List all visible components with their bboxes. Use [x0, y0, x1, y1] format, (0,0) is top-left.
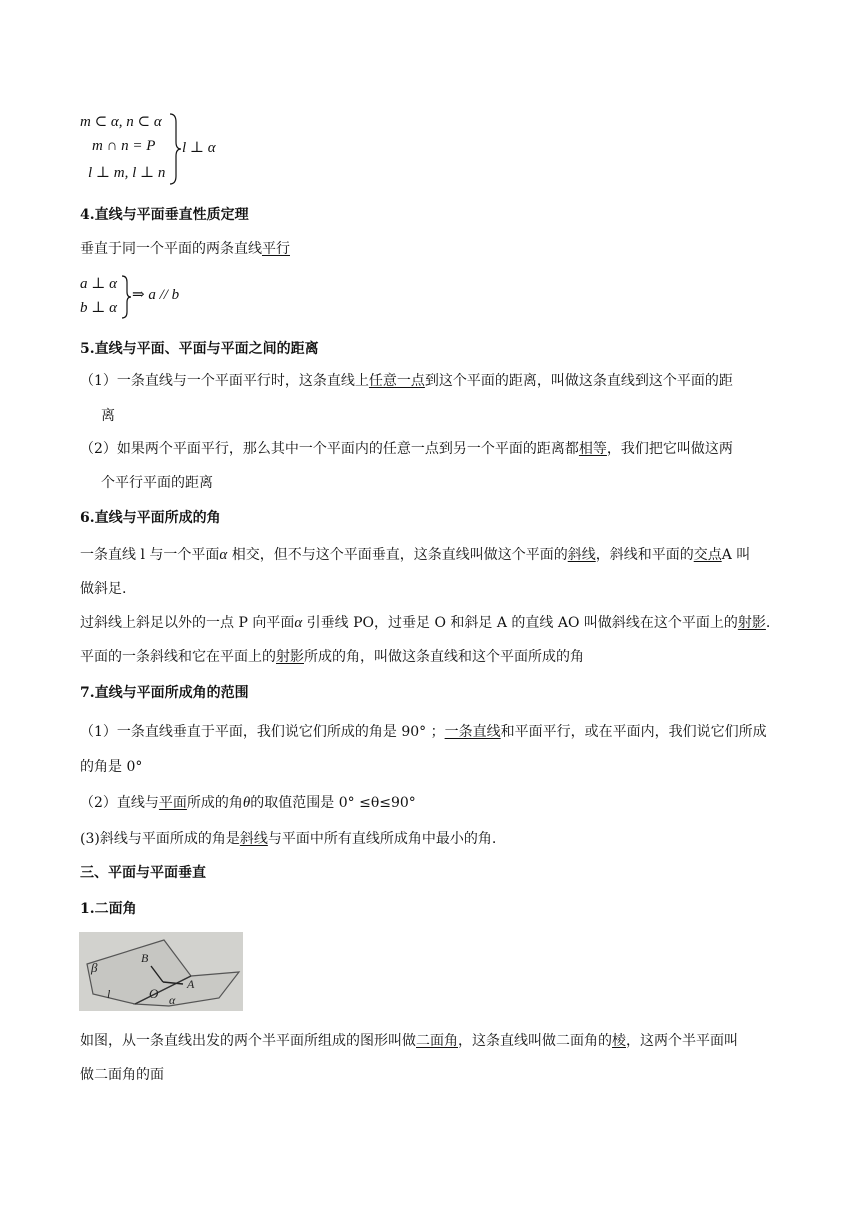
section-7-paragraph-1: （1）一条直线垂直于平面，我们说它们所成的角是 90° ；一条直线和平面平行，或在平面内，我们说它们所成	[80, 724, 767, 740]
figure-label-beta: β	[91, 960, 98, 975]
s4-condition-line-1: a ⊥ α	[80, 276, 117, 292]
condition-line-1: m ⊂ α, n ⊂ α	[80, 114, 162, 130]
part-3-heading: 三、平面与平面垂直	[80, 865, 206, 881]
s4-condition-result: ⇒ a // b	[132, 287, 180, 303]
section-5-paragraph-2-cont: 个平行平面的距离	[101, 475, 213, 491]
section-6-paragraph-2: 过斜线上斜足以外的一点 P 向平面α 引垂线 PO，过垂足 O 和斜足 A 的直线 AO 叫做斜线在这个平面上的射影.	[80, 615, 771, 631]
section-6-paragraph-1: 一条直线 l 与一个平面α 相交，但不与这个平面垂直，这条直线叫做这个平面的斜线，斜线和平面的交点A 叫	[80, 547, 751, 563]
s4-condition-line-2: b ⊥ α	[80, 300, 117, 316]
section-6-paragraph-3: 平面的一条斜线和它在平面上的射影所成的角，叫做这条直线和这个平面所成的角	[80, 649, 584, 665]
figure-label-o: O	[149, 986, 159, 1001]
section-7-paragraph-3: (3)斜线与平面所成的角是斜线与平面中所有直线所成角中最小的角.	[80, 831, 497, 847]
section-5-paragraph-2: （2）如果两个平面平行，那么其中一个平面内的任意一点到另一个平面的距离都相等，我们把它叫做这两	[80, 441, 733, 457]
condition-line-3: l ⊥ m, l ⊥ n	[88, 165, 166, 181]
section-5-paragraph-1-cont: 离	[101, 408, 115, 424]
subsection-1-paragraph-cont: 做二面角的面	[80, 1067, 164, 1083]
condition-line-2: m ∩ n = P	[92, 138, 156, 154]
figure-label-alpha: α	[169, 993, 176, 1007]
dihedral-angle-figure	[79, 932, 243, 1011]
section-6-heading: 6.直线与平面所成的角	[80, 510, 221, 526]
condition-result: l ⊥ α	[182, 140, 216, 156]
dihedral-angle-diagram	[79, 932, 243, 1011]
figure-label-b: B	[141, 951, 149, 965]
section-4-text: 垂直于同一个平面的两条直线平行	[80, 241, 290, 257]
section-7-paragraph-2: （2）直线与平面所成的角θ的取值范围是 0° ≤θ≤90°	[80, 795, 416, 811]
subsection-1-paragraph: 如图，从一条直线出发的两个半平面所组成的图形叫做二面角，这条直线叫做二面角的棱，这两个半平面叫	[80, 1033, 738, 1049]
section-4-heading: 4.直线与平面垂直性质定理	[80, 207, 249, 223]
figure-label-l: l	[107, 987, 111, 1001]
section-5-heading: 5.直线与平面、平面与平面之间的距离	[80, 341, 319, 357]
section-6-paragraph-1-cont: 做斜足.	[80, 581, 127, 597]
right-brace-icon	[120, 274, 132, 320]
subsection-1-heading: 1.二面角	[80, 901, 137, 917]
figure-label-a: A	[187, 977, 195, 991]
section-7-paragraph-1-cont: 的角是 0°	[80, 759, 143, 775]
section-5-paragraph-1: （1）一条直线与一个平面平行时，这条直线上任意一点到这个平面的距离，叫做这条直线到这个平面的距	[80, 373, 733, 389]
section-7-heading: 7.直线与平面所成角的范围	[80, 685, 249, 701]
right-brace-icon	[168, 112, 182, 186]
